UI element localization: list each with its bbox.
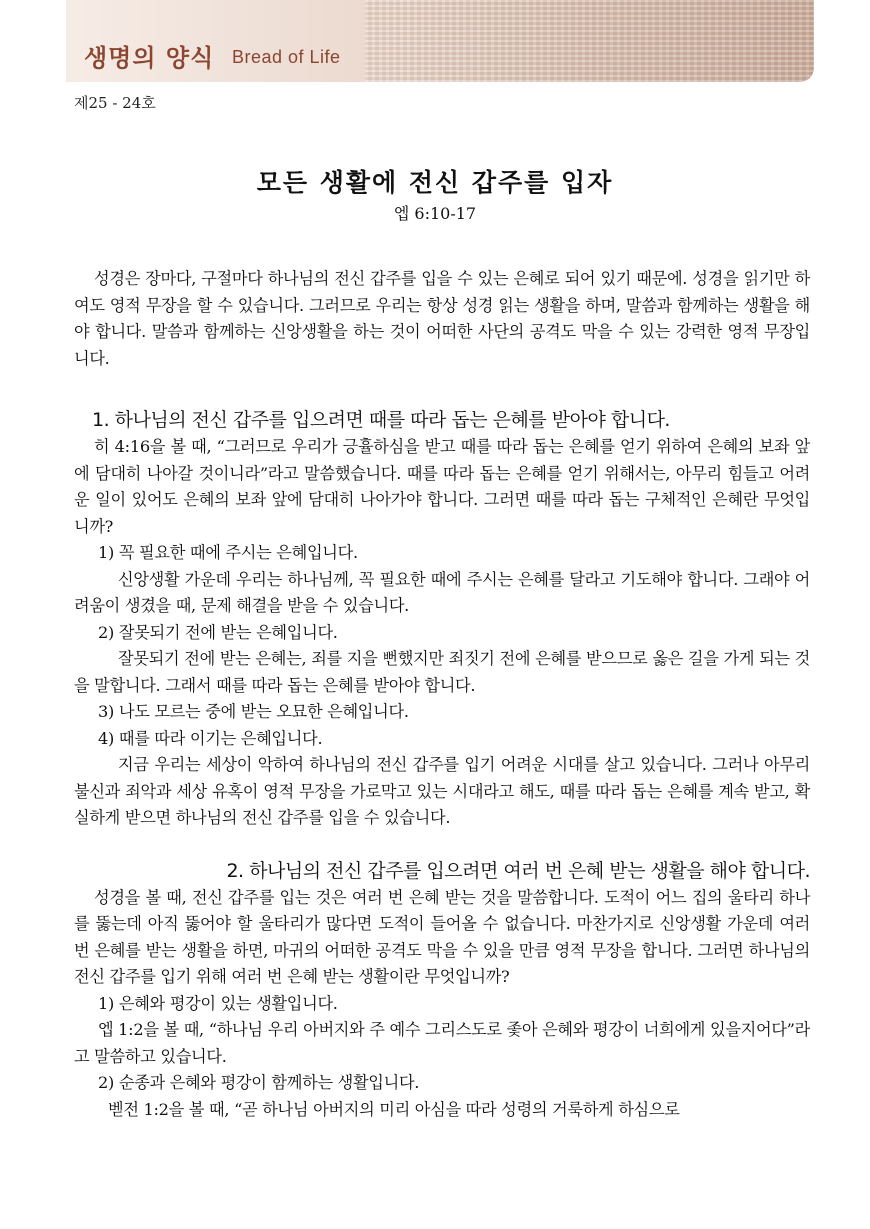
section-1-item-4: 4) 때를 따라 이기는 은혜입니다. bbox=[98, 728, 323, 748]
section-1-heading: 1. 하나님의 전신 갑주를 입으려면 때를 따라 돕는 은혜를 받아야 합니다. bbox=[92, 409, 670, 431]
publication-title: 생명의 양식 bbox=[84, 44, 215, 72]
section-2-heading: 2. 하나님의 전신 갑주를 입으려면 여러 번 은혜 받는 생활을 해야 합니다. bbox=[226, 859, 810, 882]
intro-paragraph: 성경은 장마다, 구절마다 하나님의 전신 갑주를 입을 수 있는 은혜로 되어 있기 때문에. 성경을 읽기만 하여도 영적 무장을 할 수 있습니다. 그러므로 우리는 항상 성경 읽는 생활을 하며, 말씀과 함께하는 생활을 해야 합니다. 말씀과 함께하는 신앙생활을 하는 것이 어떠한 사단의 공격도 막을 수 있는 강력한 영적 무장입니다. bbox=[74, 269, 810, 368]
scripture-reference: 엡 6:10-17 bbox=[393, 204, 477, 223]
section-1-item-4-body: 지금 우리는 세상이 악하여 하나님의 전신 갑주를 입기 어려운 시대를 살고 있습니다. 그러나 아무리 불신과 죄악과 세상 유혹이 영적 무장을 가로막고 있는 시대라고 해도, 때를 따라 돕는 은혜를 계속 받고, 확실하게 받으면 하나님의 전신 갑주를 입을 수 있습니다. bbox=[74, 755, 810, 827]
section-1-item-2-body: 잘못되기 전에 받는 은혜는, 죄를 지을 뻔했지만 죄짓기 전에 은혜를 받으므로 옳은 길을 가게 되는 것을 말합니다. 그래서 때를 따라 돕는 은혜를 받아야 합니다. bbox=[74, 649, 810, 695]
section-1-item-3: 3) 나도 모르는 중에 받는 오묘한 은혜입니다. bbox=[98, 702, 409, 721]
section-2-item-1-body: 엡 1:2을 볼 때, “하나님 우리 아버지와 주 예수 그리스도로 좇아 은혜와 평강이 너희에게 있을지어다”라고 말씀하고 있습니다. bbox=[74, 1020, 810, 1066]
sermon-title: 모든 생활에 전신 갑주를 입자 bbox=[256, 168, 614, 197]
section-1-item-1: 1) 꼭 필요한 때에 주시는 은혜입니다. bbox=[98, 543, 358, 562]
section-1-item-2: 2) 잘못되기 전에 받는 은혜입니다. bbox=[98, 622, 338, 642]
section-2-item-2-body: 벧전 1:2을 볼 때, “곧 하나님 아버지의 미리 아심을 따라 성령의 거룩하게 하심으로 bbox=[108, 1099, 680, 1119]
section-2-item-1: 1) 은혜와 평강이 있는 생활입니다. bbox=[98, 993, 338, 1013]
section-1-intro: 히 4:16을 볼 때, “그러므로 우리가 긍휼하심을 받고 때를 따라 돕는 은혜를 얻기 위하여 은혜의 보좌 앞에 담대히 나아갈 것이니라”라고 말씀했습니다. 때를 따라 돕는 은혜를 얻기 위해서는, 아무리 힘들고 어려운 일이 있어도 은혜의 보좌 앞에 담대히 나아가야 합니다. 그러면 때를 따라 돕는 구체적인 은혜란 무엇입니까? bbox=[74, 437, 810, 536]
sermon-body bbox=[74, 266, 810, 1123]
header-photo-texture bbox=[365, 0, 814, 82]
issue-number: 제25 - 24호 bbox=[74, 94, 156, 112]
section-1-item-1-body: 신앙생활 가운데 우리는 하나님께, 꼭 필요한 때에 주시는 은혜를 달라고 기도해야 합니다. 그래야 어려움이 생겼을 때, 문제 해결을 받을 수 있습니다. bbox=[74, 569, 810, 615]
section-2-intro: 성경을 볼 때, 전신 갑주를 입는 것은 여러 번 은혜 받는 것을 말씀합니다. 도적이 어느 집의 울타리 하나를 뚫는데 아직 뚫어야 할 울타리가 많다면 도적이 들어올 수 없습니다. 마찬가지로 신앙생활 가운데 여러 번 은혜를 받는 생활을 하면, 마귀의 어떠한 공격도 막을 수 있을 만큼 영적 무장을 합니다. 그러면 하나님의 전신 갑주를 입기 위해 여러 번 은혜 받는 생활이란 무엇입니까? bbox=[74, 887, 810, 986]
publication-subtitle: Bread of Life bbox=[232, 47, 341, 67]
section-2-item-2: 2) 순종과 은혜와 평강이 함께하는 생활입니다. bbox=[98, 1073, 420, 1092]
